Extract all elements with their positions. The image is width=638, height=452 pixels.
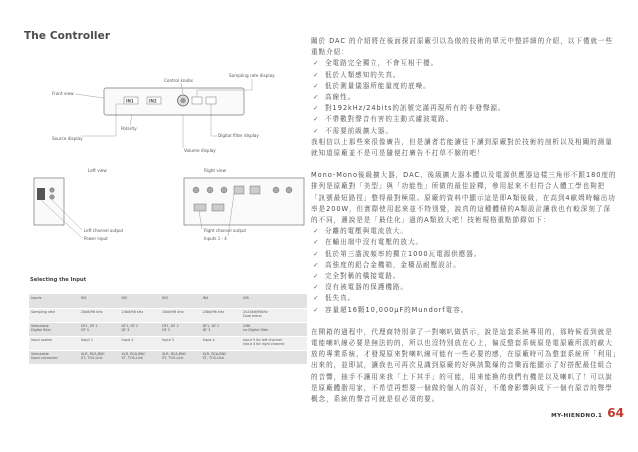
feature-list-amp: [311, 226, 617, 316]
list-item: [311, 305, 617, 316]
table-cell: XLR, RCA,BNC ST, TOS-Link: [79, 350, 120, 364]
list-item-text: 不需要前級擴大器。: [325, 126, 393, 135]
table-cell: Input 4: [201, 336, 242, 350]
table-cell: Input socket: [29, 336, 79, 350]
right-view-label: Right view: [204, 168, 227, 173]
list-item-text: 不帶數對聲音有害的主動式濾波電路。: [325, 115, 454, 124]
list-item: [311, 226, 617, 237]
table-cell: Selectable Input connector: [29, 350, 79, 364]
digital-filter-label: Digital filter display: [218, 133, 259, 138]
checkmark-icon: ✓: [313, 59, 320, 68]
checkmark-icon: ✓: [313, 81, 320, 90]
checkmark-icon: ✓: [313, 305, 320, 314]
list-item: [311, 237, 617, 248]
paragraph-2: 我相信以上那些來很像廣告，但是讀者若能讀往下讀到原廠對於技術的剖析以及相關的測量就知道原廠並不是可是隨便打廣告不打草不臉的吧！: [311, 137, 613, 158]
table-cell: DF1, DF 2 DF 3: [201, 322, 242, 336]
table-cell: Selectable Digital filter: [29, 322, 79, 336]
front-view-label: Front view: [52, 91, 74, 96]
list-item: [311, 293, 617, 304]
paragraph-3: Mono-Mono後級擴大器，DAC、後級擴大器本體以及電源供應器這樣三角形不跟180度的排列是原廠對「美型」與「功能性」所做的最佳詮釋，參用起來不但符合人體工學也夠把「訊號最短路徑」整得最對極限。原廠的資料中顯示這是即A類後級，在高到4歐姆時輸出功率是200W，但實際使用起來並不特別覺，說真的這種體積的A類設計讓我也有較深刻了深的不同，邏說是是「最佳化」過的A類放大吧！技術規格重點節錄如下：: [311, 171, 617, 225]
feature-list-dac: [311, 58, 617, 136]
table-cell: Input 1: [79, 336, 120, 350]
table-cell: 24bit/96 kHz: [79, 308, 120, 322]
table-cell: IN5: [241, 294, 307, 308]
magazine-name: MY-HIENDNO.1: [551, 413, 603, 419]
list-item-text: 完全對稱的橋接電路。: [325, 272, 401, 281]
page-footer: [551, 406, 624, 420]
list-item-text: 沒有被電器的保護機路。: [325, 283, 408, 292]
sampling-display: [192, 97, 202, 104]
table-cell: DF1, DF 2 DF 3: [120, 322, 161, 336]
table-row: [29, 350, 307, 364]
table-row: [29, 308, 307, 322]
list-item-text: 高強度的鋁合金機箱，金檯品耐壓設計。: [325, 260, 461, 269]
checkmark-icon: ✓: [313, 227, 320, 236]
input-section-title: Selecting the Input: [30, 277, 87, 283]
in2-label: IN2: [149, 98, 157, 104]
table-cell: IN4: [201, 294, 242, 308]
table-cell: XLR, RCA,BNC ST, TOS-Link: [120, 350, 161, 364]
list-item-text: 低於測量儀器所能量度的底噪。: [325, 81, 431, 90]
list-item-text: 高線性。: [325, 93, 356, 102]
table-cell: IN1: [79, 294, 120, 308]
list-item-text: 低失真。: [325, 294, 356, 303]
table-cell: XLR, RCA,BNC ST, TOS-Link: [201, 350, 242, 364]
table-cell: Input 2: [120, 336, 161, 350]
table-cell: Input 3: [160, 336, 201, 350]
power-input-label: Power input: [84, 236, 108, 241]
inputs-label: Inputs 1 - 4: [204, 236, 227, 241]
list-item: [311, 114, 617, 125]
left-view-label: Left view: [88, 168, 107, 173]
table-row: [29, 294, 307, 308]
left-side-panel: [34, 178, 64, 225]
list-item: [311, 92, 617, 103]
controller-diagram: [24, 30, 304, 260]
table-cell: [241, 350, 307, 364]
list-item-text: 對192kHz/24bits的訊號完滿再現所有的非發聲源。: [325, 104, 506, 113]
input-table: [29, 294, 307, 365]
table-cell: IN2: [120, 294, 161, 308]
list-item: [311, 58, 617, 69]
table-row: [29, 336, 307, 350]
list-item-text: 低於第三諧波頻率的獨立1000瓦電源供應器。: [325, 249, 482, 258]
table-cell: 24bit/96 kHz: [160, 308, 201, 322]
volume-display-label: Volume display: [184, 148, 216, 153]
list-item: [311, 271, 617, 282]
source-display-label: Source display: [52, 136, 83, 141]
table-cell: 24bit/96 kHz: [201, 308, 242, 322]
sampling-rate-label: Sampling rate display: [229, 73, 275, 78]
list-item: [311, 126, 617, 137]
checkmark-icon: ✓: [313, 272, 320, 281]
table-cell: Inputs: [29, 294, 79, 308]
filter-display: [206, 97, 216, 104]
table-cell: Sampling rate: [29, 308, 79, 322]
list-item-text: 全電路完全獨立，不會互相干擾。: [325, 59, 439, 68]
list-item-text: 低於人類感知的失真。: [325, 70, 401, 79]
list-item: [311, 70, 617, 81]
table-cell: DF1, DF 2 DF 3: [160, 322, 201, 336]
right-channel-output-label: Right channel output: [204, 228, 247, 233]
page-number: 64: [607, 406, 624, 420]
section-title: The Controller: [24, 30, 111, 42]
table-cell: DF1, DF 2 DF 3: [79, 322, 120, 336]
in1-label: IN1: [126, 98, 134, 104]
article-body: [311, 36, 617, 405]
checkmark-icon: ✓: [313, 294, 320, 303]
list-item-text: 在輸出端中沒有電壓的放大。: [325, 238, 424, 247]
table-cell: 24bit/96 kHz: [120, 308, 161, 322]
right-side-panel: [184, 178, 304, 225]
checkmark-icon: ✓: [313, 126, 320, 135]
list-item: [311, 81, 617, 92]
checkmark-icon: ✓: [313, 260, 320, 269]
list-item-text: 分離的電壓與電流放大。: [325, 227, 408, 236]
checkmark-icon: ✓: [313, 283, 320, 292]
table-row: [29, 322, 307, 336]
intro-paragraph: 關於 DAC 的介紹將在後面探討原廠引以為傲的技術的單元中整詳細的介紹，以下僅就一些重點介紹：: [311, 37, 614, 57]
table-cell: DIRt no Digital filter: [241, 322, 307, 336]
list-item: [311, 249, 617, 260]
list-item: [311, 260, 617, 271]
list-item-text: 容量超16顆10,000µF的Mundorf電容。: [325, 305, 469, 314]
checkmark-icon: ✓: [313, 93, 320, 102]
table-cell: Input 5 for left channel Input 4 for right channel: [241, 336, 307, 350]
polarity-label: Polarity: [121, 126, 137, 131]
checkmark-icon: ✓: [313, 70, 320, 79]
table-cell: 2x24bit/96kHz Dual mono: [241, 308, 307, 322]
left-channel-output-label: Left channel output: [84, 228, 124, 233]
checkmark-icon: ✓: [313, 249, 320, 258]
table-cell: IN3: [160, 294, 201, 308]
paragraph-4: 在開箱的過程中，代理商特別拿了一對喇叭做搭示，說是這套系統專用的，那時候看到就是電能喇叭線必要是無法的的，所以也沒特別放在心上，偏反整套系統原是電原廠所派的歐大放的專業系統，才發現原來對喇叭線可能有一些必要的感，在原廠時可為整套系統所「利用」出來的，並即試，讓我也可再次見識到原廠的好與該驚爆的音樂而能顯示了好搭配最佳組合的音響，抽手不讓用來我「上下其手」的可能，用來能換的我們有機是以及喇叭了！可以說是原廠體脂用家，不希望再想要一個做的個人的喜好，不僅會影響與成下一個有原音的聲學概念，系統的聲音可就是很必須的要。: [311, 327, 617, 404]
table-cell: XLR, RCA,BNC ST, TOS-Link: [160, 350, 201, 364]
control-knobs-label: Control knobs: [164, 78, 193, 83]
checkmark-icon: ✓: [313, 238, 320, 247]
checkmark-icon: ✓: [313, 104, 320, 113]
list-item: [311, 103, 617, 114]
checkmark-icon: ✓: [313, 115, 320, 124]
list-item: [311, 282, 617, 293]
left-column: [24, 30, 304, 430]
